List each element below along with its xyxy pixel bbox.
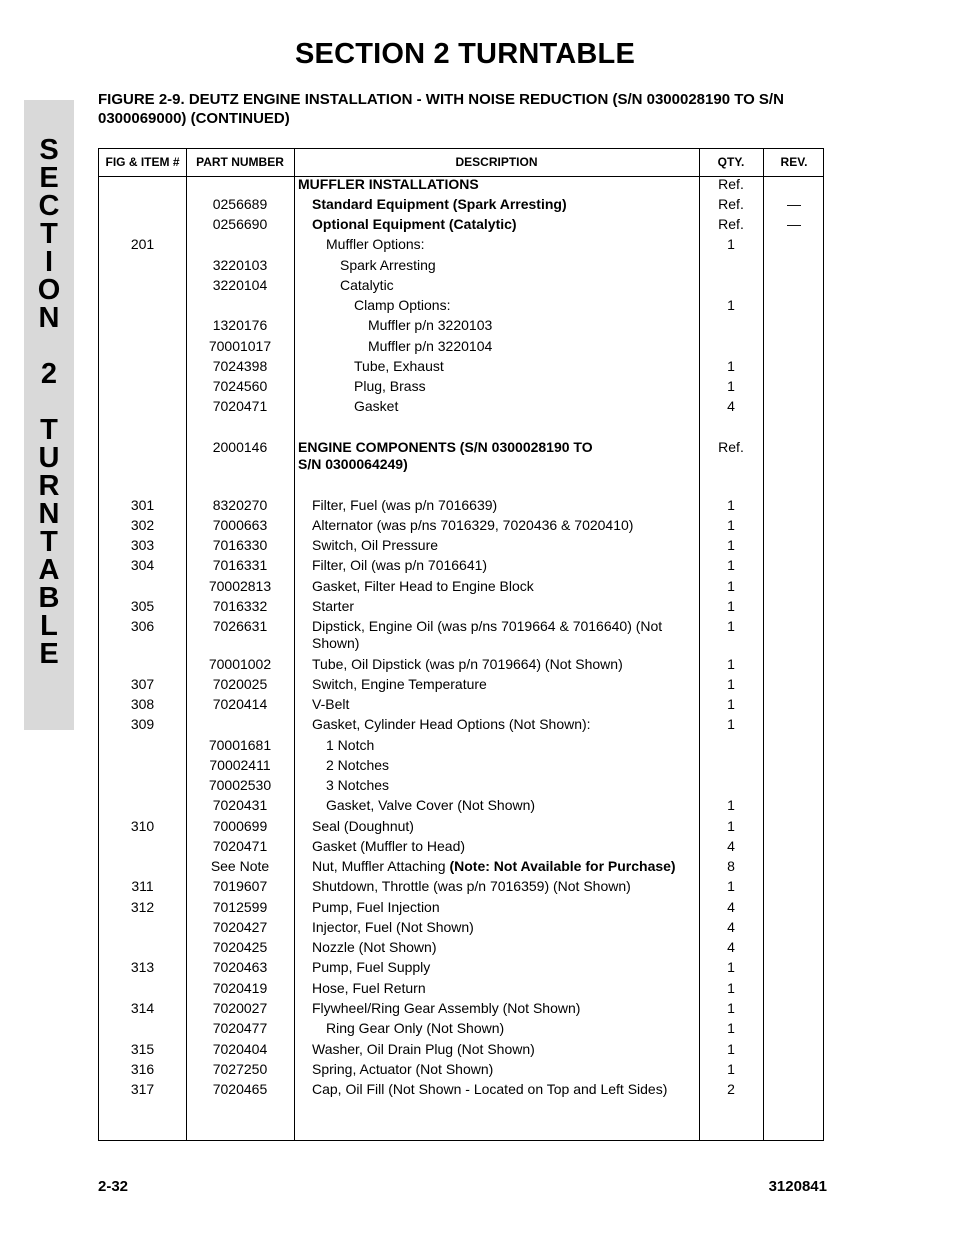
description-text: Switch, Engine Temperature xyxy=(312,676,487,692)
description-text: Tube, Exhaust xyxy=(354,358,444,374)
description-text: ENGINE COMPONENTS (S/N 0300028190 TO xyxy=(298,439,593,455)
cell-qty: 1 xyxy=(727,656,735,672)
cell-qty: 1 xyxy=(727,618,735,634)
description-text: 3 Notches xyxy=(326,777,390,793)
cell-qty: Ref. xyxy=(718,439,744,455)
page-number: 2-32 xyxy=(98,1178,129,1195)
description-text: MUFFLER INSTALLATIONS xyxy=(298,176,479,192)
cell-qty: 4 xyxy=(727,899,735,915)
cell-fig-item: 311 xyxy=(131,878,154,894)
description-text-continued: Shown) xyxy=(312,635,360,651)
cell-description xyxy=(326,737,694,754)
description-text: Filter, Fuel (was p/n 7016639) xyxy=(312,497,498,513)
cell-qty: 1 xyxy=(727,1061,735,1077)
description-text: Plug, Brass xyxy=(354,378,426,394)
cell-qty: 1 xyxy=(727,557,735,573)
cell-description xyxy=(312,1061,694,1078)
cell-part-number: 7020025 xyxy=(212,676,268,692)
side-tab-letter: N xyxy=(38,498,60,530)
cell-part-number: 7024560 xyxy=(212,378,268,394)
description-note: (Note: Not Available for Purchase) xyxy=(449,858,676,874)
cell-description xyxy=(312,1081,694,1098)
cell-fig-item: 308 xyxy=(130,696,155,712)
cell-description xyxy=(340,257,694,274)
description-text: Gasket, Valve Cover (Not Shown) xyxy=(326,797,536,813)
cell-qty: Ref. xyxy=(718,216,744,232)
cell-description xyxy=(340,277,694,294)
side-tab-letters xyxy=(24,136,74,668)
cell-fig-item: 312 xyxy=(130,899,155,915)
cell-description xyxy=(312,1000,694,1017)
section-title: SECTION 2 TURNTABLE xyxy=(295,38,635,70)
cell-part-number: 7020414 xyxy=(212,696,268,712)
cell-part-number: 7020027 xyxy=(212,1000,268,1016)
cell-description xyxy=(312,818,694,835)
cell-qty: 1 xyxy=(727,980,735,996)
side-tab-letter: L xyxy=(40,610,58,642)
cell-fig-item: 309 xyxy=(130,716,155,732)
cell-description xyxy=(312,537,694,554)
cell-part-number: 2000146 xyxy=(212,439,268,455)
side-tab-letter: U xyxy=(38,442,60,474)
cell-part-number: 7026631 xyxy=(212,618,268,634)
cell-part-number: 7016331 xyxy=(212,557,268,573)
cell-qty: 1 xyxy=(727,497,735,513)
cell-part-number: 70001681 xyxy=(208,737,272,753)
cell-part-number: 1320176 xyxy=(212,317,268,333)
description-text: Gasket, Filter Head to Engine Block xyxy=(312,578,534,594)
side-tab-letter: O xyxy=(37,274,61,306)
cell-fig-item: 316 xyxy=(130,1061,155,1077)
cell-description xyxy=(312,598,694,615)
description-text: Hose, Fuel Return xyxy=(312,980,426,996)
cell-part-number: 7019607 xyxy=(212,878,268,894)
cell-description xyxy=(312,716,694,733)
description-text: Pump, Fuel Supply xyxy=(312,959,431,975)
cell-part-number: 7000699 xyxy=(212,818,268,834)
side-tab-letter: B xyxy=(38,582,60,614)
cell-part-number: 7027250 xyxy=(212,1061,268,1077)
side-tab-letter: C xyxy=(38,190,60,222)
side-tab-letter: N xyxy=(38,302,60,334)
description-text: Nut, Muffler Attaching xyxy=(312,858,450,874)
cell-part-number: See Note xyxy=(210,858,270,874)
description-text: Clamp Options: xyxy=(354,297,451,313)
description-text: Washer, Oil Drain Plug (Not Shown) xyxy=(312,1041,535,1057)
cell-qty: 1 xyxy=(727,959,735,975)
cell-description xyxy=(326,757,694,774)
cell-part-number: 7020471 xyxy=(212,838,268,854)
cell-description xyxy=(312,578,694,595)
cell-part-number: 7020419 xyxy=(212,980,268,996)
side-tab-letter: T xyxy=(40,218,58,250)
header-fig-item: FIG & ITEM # xyxy=(105,155,180,169)
cell-part-number: 3220104 xyxy=(212,277,268,293)
cell-part-number: 7020427 xyxy=(212,919,268,935)
cell-rev: — xyxy=(787,196,801,212)
cell-fig-item: 317 xyxy=(130,1081,155,1097)
cell-description xyxy=(312,618,694,652)
cell-description xyxy=(312,878,694,895)
side-tab-letter: T xyxy=(40,414,58,446)
cell-description xyxy=(312,517,694,534)
cell-part-number: 8320270 xyxy=(212,497,268,513)
cell-description xyxy=(312,216,694,233)
description-text: Alternator (was p/ns 7016329, 7020436 & 7020410) xyxy=(312,517,634,533)
cell-qty: 1 xyxy=(727,1041,735,1057)
cell-fig-item: 304 xyxy=(130,557,155,573)
cell-part-number: 0256689 xyxy=(212,196,268,212)
cell-fig-item: 303 xyxy=(130,537,155,553)
cell-qty: 4 xyxy=(727,838,735,854)
cell-qty: 1 xyxy=(727,1020,735,1036)
cell-description xyxy=(312,656,694,673)
header-description: DESCRIPTION xyxy=(455,155,538,169)
column-divider xyxy=(294,149,295,1140)
cell-qty: 1 xyxy=(727,537,735,553)
description-text: Spring, Actuator (Not Shown) xyxy=(312,1061,494,1077)
cell-description xyxy=(326,777,694,794)
cell-qty: 1 xyxy=(727,878,735,894)
description-text: Pump, Fuel Injection xyxy=(312,899,440,915)
cell-qty: 1 xyxy=(727,378,735,394)
description-text: Gasket (Muffler to Head) xyxy=(312,838,466,854)
cell-fig-item: 305 xyxy=(130,598,155,614)
cell-part-number: 70002813 xyxy=(208,578,272,594)
description-text: Optional Equipment (Catalytic) xyxy=(312,216,517,232)
cell-description xyxy=(312,899,694,916)
cell-qty: 4 xyxy=(727,398,735,414)
cell-part-number: 70001017 xyxy=(208,338,272,354)
description-text: Standard Equipment (Spark Arresting) xyxy=(312,196,567,212)
side-tab-letter: E xyxy=(39,638,59,670)
cell-qty: 1 xyxy=(727,696,735,712)
cell-qty: 1 xyxy=(727,716,735,732)
description-text: Cap, Oil Fill (Not Shown - Located on Top and Left Sides) xyxy=(312,1081,668,1097)
description-text: Nozzle (Not Shown) xyxy=(312,939,437,955)
header-rev: REV. xyxy=(780,155,808,169)
description-text: Gasket, Cylinder Head Options (Not Shown): xyxy=(312,716,591,732)
cell-part-number: 7024398 xyxy=(212,358,268,374)
cell-description xyxy=(312,196,694,213)
cell-part-number: 7016330 xyxy=(212,537,268,553)
cell-description xyxy=(354,378,694,395)
cell-fig-item: 314 xyxy=(130,1000,155,1016)
cell-description xyxy=(326,1020,694,1037)
cell-description xyxy=(298,176,694,193)
side-tab-letter: S xyxy=(39,134,59,166)
description-text: Injector, Fuel (Not Shown) xyxy=(312,919,474,935)
cell-qty: 1 xyxy=(727,797,735,813)
cell-part-number: 0256690 xyxy=(212,216,268,232)
cell-fig-item: 306 xyxy=(130,618,155,634)
cell-qty: 8 xyxy=(727,858,735,874)
cell-description xyxy=(354,297,694,314)
description-text: 1 Notch xyxy=(326,737,375,753)
cell-fig-item: 201 xyxy=(130,236,155,252)
cell-part-number: 3220103 xyxy=(212,257,268,273)
cell-fig-item: 307 xyxy=(130,676,155,692)
figure-title: FIGURE 2-9. DEUTZ ENGINE INSTALLATION - WITH NOISE REDUCTION (S/N 0300028190 TO S/N 0300069000) (CONTINUED) xyxy=(98,91,784,127)
cell-part-number: 7020463 xyxy=(212,959,268,975)
side-tab-letter: I xyxy=(44,246,54,278)
side-tab-letter: E xyxy=(39,162,59,194)
cell-description xyxy=(298,439,694,473)
description-text: Tube, Oil Dipstick (was p/n 7019664) (Not Shown) xyxy=(312,656,623,672)
cell-part-number: 70002411 xyxy=(209,757,271,773)
description-text: Muffler p/n 3220103 xyxy=(368,317,493,333)
cell-qty: Ref. xyxy=(718,196,744,212)
description-text: Shutdown, Throttle (was p/n 7016359) (Not Shown) xyxy=(312,878,631,894)
cell-description xyxy=(312,676,694,693)
description-text: Seal (Doughnut) xyxy=(312,818,414,834)
cell-fig-item: 315 xyxy=(130,1041,155,1057)
side-tab-letter: T xyxy=(40,526,58,558)
description-text-continued: S/N 0300064249) xyxy=(298,456,408,472)
description-text: Flywheel/Ring Gear Assembly (Not Shown) xyxy=(312,1000,581,1016)
description-text: Gasket xyxy=(354,398,399,414)
cell-qty: 1 xyxy=(727,676,735,692)
header-qty: QTY. xyxy=(717,155,745,169)
cell-description xyxy=(312,838,694,855)
cell-description xyxy=(326,236,694,253)
description-text: Muffler p/n 3220104 xyxy=(368,338,493,354)
cell-qty: 1 xyxy=(727,517,735,533)
cell-fig-item: 302 xyxy=(130,517,155,533)
cell-description xyxy=(312,980,694,997)
cell-part-number: 7000663 xyxy=(212,517,268,533)
section-side-tab xyxy=(24,100,74,730)
cell-part-number: 7012599 xyxy=(212,899,268,915)
cell-qty: 4 xyxy=(727,939,735,955)
cell-part-number: 70002530 xyxy=(208,777,272,793)
cell-description xyxy=(368,317,694,334)
description-text: Dipstick, Engine Oil (was p/ns 7019664 & 7016640) (Not xyxy=(312,618,663,634)
cell-qty: Ref. xyxy=(718,176,744,192)
description-text: Switch, Oil Pressure xyxy=(312,537,439,553)
cell-description xyxy=(312,696,694,713)
cell-qty: 1 xyxy=(727,1000,735,1016)
cell-description xyxy=(312,557,694,574)
cell-qty: 2 xyxy=(727,1081,735,1097)
cell-description xyxy=(312,497,694,514)
cell-description xyxy=(312,959,694,976)
description-text: Starter xyxy=(312,598,355,614)
description-text: Spark Arresting xyxy=(340,257,436,273)
cell-part-number: 7020404 xyxy=(212,1041,268,1057)
cell-qty: 1 xyxy=(727,236,735,252)
cell-description xyxy=(312,858,694,875)
column-divider xyxy=(763,149,764,1140)
header-part-number: PART NUMBER xyxy=(196,155,284,169)
cell-description xyxy=(368,338,694,355)
description-text: V-Belt xyxy=(312,696,350,712)
cell-fig-item: 313 xyxy=(130,959,155,975)
cell-part-number: 7020477 xyxy=(212,1020,268,1036)
cell-qty: 1 xyxy=(727,818,735,834)
description-text: Catalytic xyxy=(340,277,394,293)
cell-description xyxy=(312,939,694,956)
side-tab-letter: R xyxy=(38,470,60,502)
cell-part-number: 7020431 xyxy=(212,797,268,813)
cell-description xyxy=(312,1041,694,1058)
document-number: 3120841 xyxy=(768,1178,827,1195)
cell-description xyxy=(354,358,694,375)
description-text: Filter, Oil (was p/n 7016641) xyxy=(312,557,488,573)
cell-part-number: 70001002 xyxy=(208,656,272,672)
description-text: 2 Notches xyxy=(326,757,390,773)
cell-rev: — xyxy=(787,216,801,232)
side-tab-letter: A xyxy=(38,554,60,586)
cell-qty: 1 xyxy=(727,358,735,374)
parts-table xyxy=(98,148,824,1141)
cell-fig-item: 301 xyxy=(130,497,155,513)
cell-fig-item: 310 xyxy=(130,818,155,834)
cell-part-number: 7020465 xyxy=(212,1081,268,1097)
description-text: Ring Gear Only (Not Shown) xyxy=(326,1020,505,1036)
cell-part-number: 7016332 xyxy=(212,598,268,614)
side-tab-letter: 2 xyxy=(40,358,58,390)
cell-description xyxy=(354,398,694,415)
cell-qty: 1 xyxy=(727,578,735,594)
cell-description xyxy=(312,919,694,936)
description-text: Muffler Options: xyxy=(326,236,425,252)
cell-qty: 1 xyxy=(727,297,735,313)
cell-qty: 1 xyxy=(727,598,735,614)
cell-description xyxy=(326,797,694,814)
cell-part-number: 7020425 xyxy=(212,939,268,955)
cell-part-number: 7020471 xyxy=(212,398,268,414)
cell-qty: 4 xyxy=(727,919,735,935)
